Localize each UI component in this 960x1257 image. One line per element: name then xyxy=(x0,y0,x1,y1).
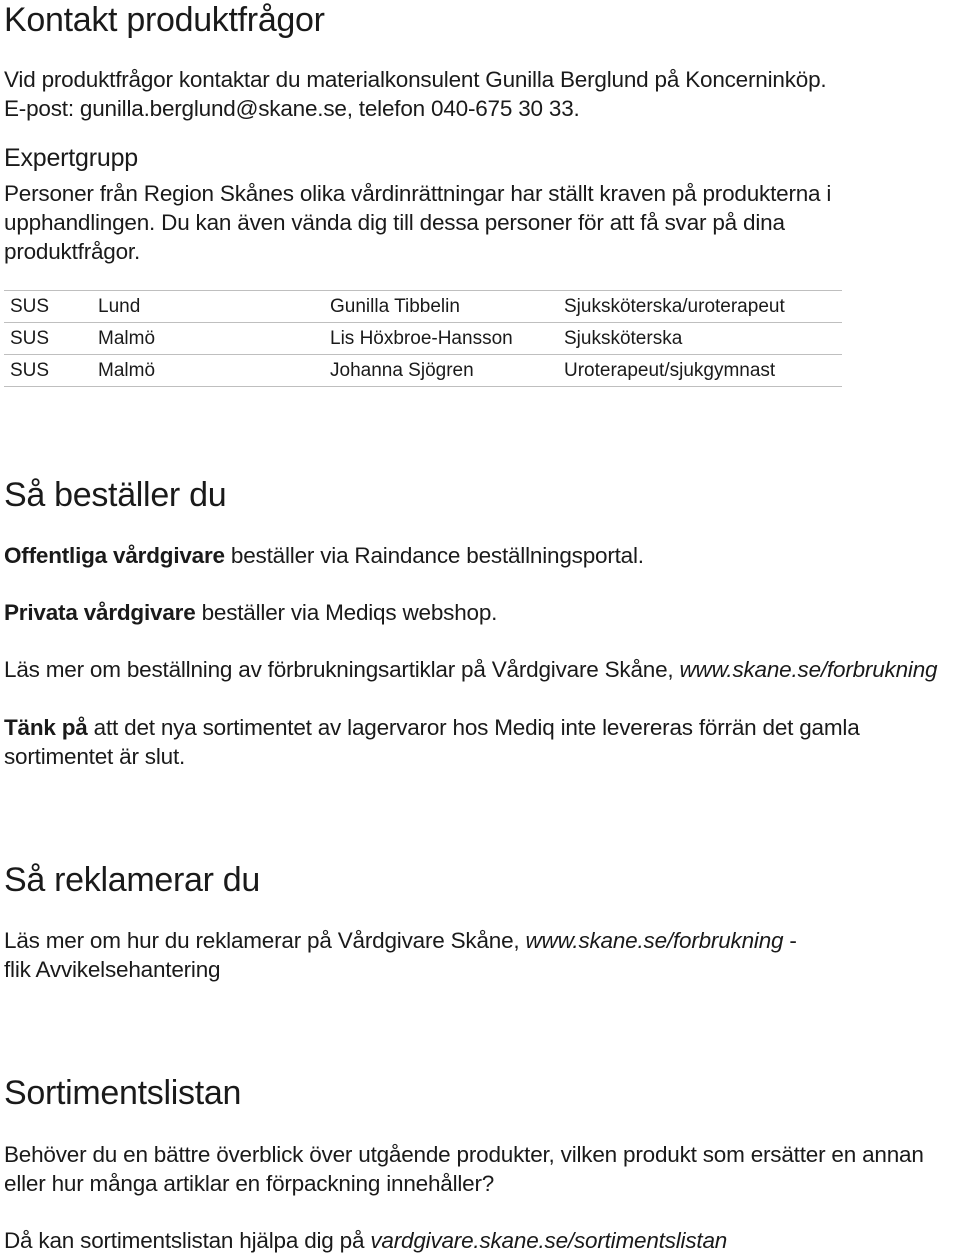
table-cell-city: Lund xyxy=(92,291,324,323)
table-cell-name: Johanna Sjögren xyxy=(324,355,558,387)
complaint-link[interactable]: www.skane.se/forbrukning xyxy=(525,928,784,953)
table-row xyxy=(4,291,842,323)
assortment-heading: Sortimentslistan xyxy=(4,1074,242,1112)
order-note-text: att det nya sortimentet av lagervaror hos Mediq inte levereras förrän det gamla xyxy=(87,715,860,740)
assortment-line-2: eller hur många artiklar en förpackning innehåller? xyxy=(4,1171,495,1196)
table-cell-role: Sjuksköterska xyxy=(558,323,842,355)
assortment-link[interactable]: vardgivare.skane.se/sortimentslistan xyxy=(370,1228,728,1253)
order-private-label: Privata vårdgivare xyxy=(4,600,196,625)
table-cell-name: Lis Höxbroe-Hansson xyxy=(324,323,558,355)
table-row xyxy=(4,355,842,387)
assortment-line-1: Behöver du en bättre överblick över utgående produkter, vilken produkt som ersätter en annan xyxy=(4,1142,924,1167)
order-readmore-text: Läs mer om beställning av förbrukningsartiklar på Vårdgivare Skåne, xyxy=(4,657,680,682)
contact-line-1: Vid produktfrågor kontaktar du materialkonsulent Gunilla Berglund på Koncerninköp. xyxy=(4,67,827,92)
order-note-label: Tänk på xyxy=(4,715,88,740)
complaint-suffix: - xyxy=(783,928,797,953)
assortment-text: Då kan sortimentslistan hjälpa dig på xyxy=(4,1228,371,1253)
complaint-line-1 xyxy=(4,926,797,955)
expert-table xyxy=(4,290,842,387)
table-cell-role: Uroterapeut/sjukgymnast xyxy=(558,355,842,387)
complaint-heading: Så reklamerar du xyxy=(4,861,260,899)
table-cell-role: Sjuksköterska/uroterapeut xyxy=(558,291,842,323)
expert-heading: Expertgrupp xyxy=(4,144,138,172)
contact-heading: Kontakt produktfrågor xyxy=(4,1,325,39)
complaint-text: Läs mer om hur du reklamerar på Vårdgivare Skåne, xyxy=(4,928,526,953)
order-note-line-2: sortimentet är slut. xyxy=(4,744,186,769)
order-readmore-line xyxy=(4,655,937,684)
table-cell-unit: SUS xyxy=(4,291,92,323)
order-private-line xyxy=(4,598,497,627)
order-note-line-1 xyxy=(4,713,860,742)
table-cell-unit: SUS xyxy=(4,323,92,355)
table-cell-city: Malmö xyxy=(92,323,324,355)
complaint-line-2: flik Avvikelsehantering xyxy=(4,957,221,982)
order-public-label: Offentliga vårdgivare xyxy=(4,543,225,568)
expert-text-line-2: upphandlingen. Du kan även vända dig till dessa personer för att få svar på dina xyxy=(4,210,785,235)
order-readmore-link[interactable]: www.skane.se/forbrukning xyxy=(679,657,938,682)
table-cell-city: Malmö xyxy=(92,355,324,387)
order-private-text: beställer via Mediqs webshop. xyxy=(195,600,498,625)
expert-text-line-1: Personer från Region Skånes olika vårdinrättningar har ställt kraven på produkterna i xyxy=(4,181,832,206)
assortment-line-3 xyxy=(4,1226,727,1255)
table-row xyxy=(4,323,842,355)
table-cell-unit: SUS xyxy=(4,355,92,387)
order-heading: Så beställer du xyxy=(4,476,227,514)
order-public-text: beställer via Raindance beställningsportal. xyxy=(224,543,644,568)
contact-line-2: E-post: gunilla.berglund@skane.se, telefon 040-675 30 33. xyxy=(4,96,580,121)
table-cell-name: Gunilla Tibbelin xyxy=(324,291,558,323)
expert-text-line-3: produktfrågor. xyxy=(4,239,141,264)
order-public-line xyxy=(4,541,644,570)
